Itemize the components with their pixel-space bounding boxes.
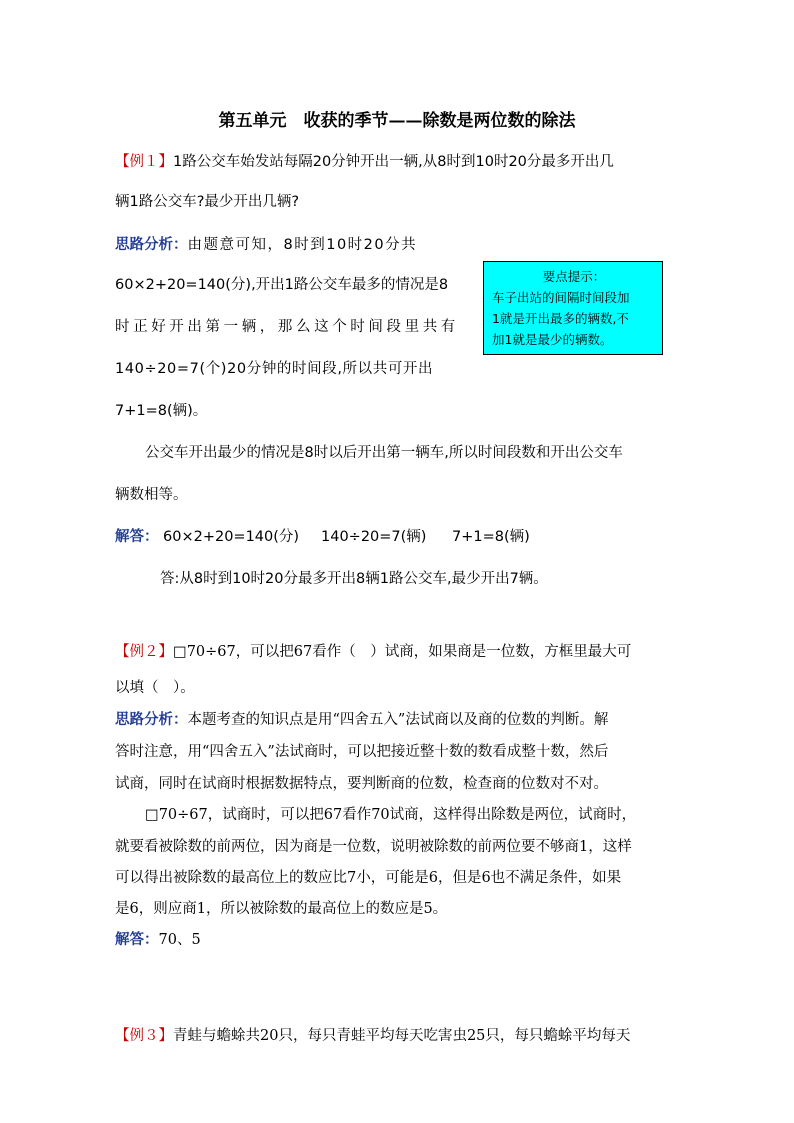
tip-line-3: 加1就是最少的辆数。 — [492, 332, 613, 347]
example-1-tag: 【例１】 — [115, 154, 173, 170]
example-1-analysis-line-2: 60×2+20=140(分),开出1路公交车最多的情况是8 — [115, 277, 449, 293]
example-1-answer-calc-1: 60×2+20=140(分) — [163, 529, 300, 545]
example-1-answer-calc-2: 140÷20=7(辆) — [321, 529, 427, 545]
tip-line-1: 车子出站的间隔时间段加 — [492, 290, 630, 305]
example-2-tag: 【例２】 — [115, 644, 173, 660]
example-1-question-line-1 — [115, 150, 614, 171]
tip-title: 要点提示： — [542, 269, 606, 284]
tip-line-2: 1就是开出最多的辆数,不 — [492, 311, 629, 326]
example-2-analysis-line-1 — [115, 708, 608, 729]
example-1-analysis-line-4: 140÷20=7(个)20分钟的时间段,所以共可开出 — [115, 361, 434, 377]
example-2-question-line-2: 以填（ ）。 — [115, 680, 195, 696]
example-1-answer-line — [115, 525, 159, 546]
example-3-question-text: 青蛙与蟾蜍共20只，每只青蛙平均每天吃害虫25只，每只蟾蜍平均每天 — [173, 1028, 631, 1044]
example-2-analysis-line-2: 答时注意，用“四舍五入”法试商时，可以把接近整十数的数看成整十数，然后 — [115, 744, 609, 760]
example-1-analysis-line-5: 7+1=8(辆)。 — [115, 403, 208, 419]
example-2-analysis-line-7: 是6，则应商1，所以被除数的最高位上的数应是5。 — [115, 901, 448, 917]
example-1-answer-label: 解答： — [115, 529, 159, 545]
tip-box — [483, 261, 663, 355]
example-1-question-text: 1路公交车始发站每隔20分钟开出一辆,从8时到10时20分最多开出几 — [173, 154, 614, 170]
example-1-analysis-line-7: 辆数相等。 — [115, 487, 188, 503]
example-2-answer-line — [115, 928, 201, 949]
example-1-final-answer: 答:从8时到10时20分最多开出8辆1路公交车,最少开出7辆。 — [160, 571, 548, 587]
example-2-answer-value: 70、5 — [158, 932, 201, 948]
example-2-analysis-text: 本题考查的知识点是用“四舍五入”法试商以及商的位数的判断。解 — [187, 712, 609, 728]
example-2-analysis-line-6: 可以得出被除数的最高位上的数应比7小，可能是6，但是6也不满足条件，如果 — [115, 870, 622, 886]
example-3-question-line-1 — [115, 1024, 630, 1045]
example-2-analysis-line-5: 就要看被除数的前两位，因为商是一位数，说明被除数的前两位要不够商1，这样 — [115, 839, 632, 855]
example-1-analysis-line-1 — [115, 233, 417, 254]
example-2-analysis-label: 思路分析： — [115, 711, 188, 728]
example-2-analysis-line-4: □70÷67，试商时，可以把67看作70试商，这样得出除数是两位，试商时， — [145, 807, 637, 823]
example-1-question-line-2: 辆1路公交车?最少开出几辆? — [115, 194, 300, 210]
example-1-answer-calc-3: 7+1=8(辆) — [452, 529, 530, 545]
example-2-question-line-1 — [115, 640, 631, 661]
example-1-analysis-line-6: 公交车开出最少的情况是8时以后开出第一辆车,所以时间段数和开出公交车 — [145, 445, 623, 461]
example-1-analysis-line-3: 时正好开出第一辆，那么这个时间段里共有 — [115, 319, 459, 335]
example-1-analysis-text: 由题意可知，8时到10时20分共 — [187, 237, 418, 253]
example-2-answer-label: 解答： — [115, 931, 159, 948]
example-2-analysis-line-3: 试商，同时在试商时根据数据特点，要判断商的位数，检查商的位数对不对。 — [115, 776, 608, 792]
example-2-question-text: □70÷67，可以把67看作（ ）试商，如果商是一位数，方框里最大可 — [173, 644, 632, 660]
example-3-tag: 【例３】 — [115, 1028, 173, 1044]
example-1-analysis-label: 思路分析： — [115, 237, 188, 253]
page-title: 第五单元 收获的季节——除数是两位数的除法 — [218, 111, 576, 131]
